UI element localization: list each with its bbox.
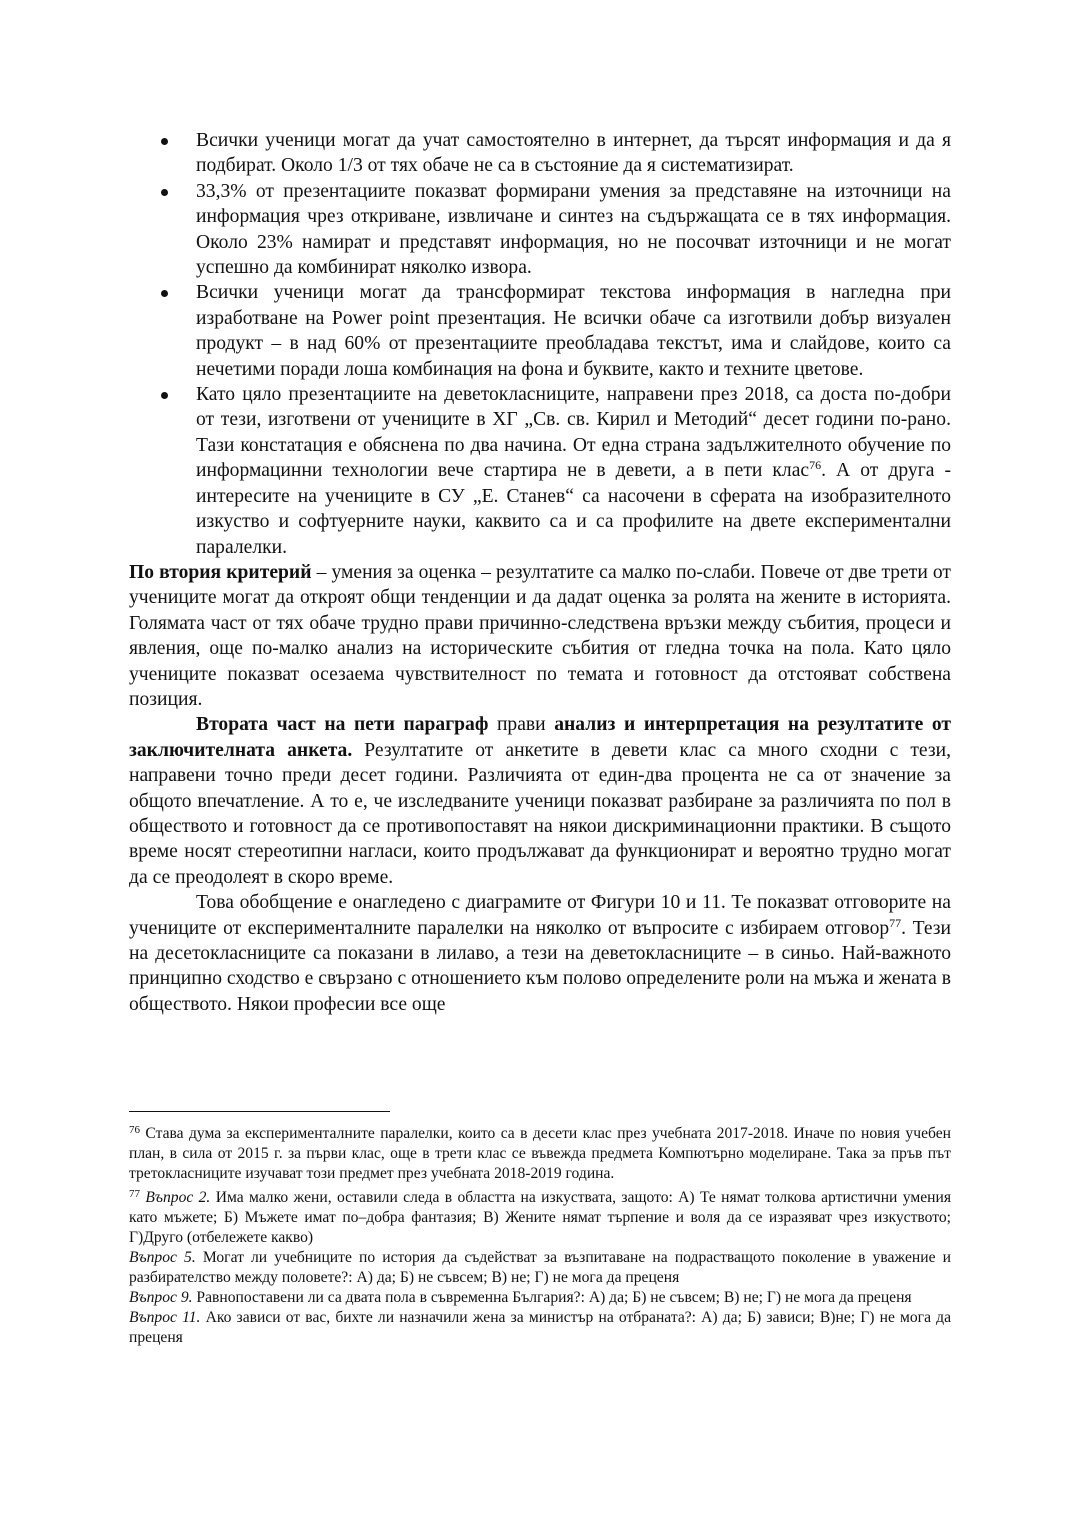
bullet-icon (161, 290, 168, 297)
footnote-text: Равнопоставени ли са двата пола в съвременна България?: А) да; Б) не съвсем; В) не; Г) не мога да преценя (192, 1289, 912, 1306)
bullet-icon (161, 138, 168, 145)
footnote-ref-76[interactable]: 76 (809, 458, 822, 473)
question-label: Въпрос 2. (145, 1189, 211, 1206)
paragraph-second-part (129, 712, 951, 890)
bullet-list (129, 128, 951, 560)
question-label: Въпрос 9. (129, 1289, 193, 1306)
bullet-icon (161, 392, 168, 399)
footnote-ref-77[interactable]: 77 (889, 915, 902, 930)
bullet-text: 33,3% от презентациите показват формирани умения за представяне на източници на информация чрез откриване, извличане и синтез на съдържащата се в тях информация. Около 23% намират и представят информация, но не посочват източници и не могат успешно да комбинират няколко извора. (196, 180, 951, 279)
question-label: Въпрос 11. (129, 1309, 201, 1326)
footnote-76 (129, 1124, 951, 1184)
paragraph-text-cont: . Тези на десетокласниците са показани в лилаво, а тези на деветокласниците – в синьо. Най-важното принципно сходство е свързано с отношението към полово определените роли на мъжа и жената в обществото. Някои професии все още (129, 917, 951, 1015)
paragraph-second-criterion (129, 560, 951, 712)
footnote-text: Има малко жени, оставили следа в областта на изкуствата, защото: А) Те нямат толкова артистични умения като мъжете; Б) Мъжете имат по–добра фантазия; В) Жените нямат търпение и воля да се изразяват чрез изкуството; Г)Друго (отбележете какво) (129, 1189, 951, 1246)
paragraph-summary (129, 890, 951, 1017)
paragraph-lead-bold: Втората част на пети параграф (196, 714, 489, 736)
footnote-question-9 (129, 1288, 951, 1308)
paragraph-text: прави (488, 714, 555, 736)
footnote-question-5 (129, 1248, 951, 1288)
footnote-77 (129, 1188, 951, 1248)
footnote-number: 76 (129, 1124, 140, 1136)
paragraph-text: Това обобщение е онагледено с диаграмите от Фигури 10 и 11. Те показват отговорите на учениците от експерименталните паралелки на няколко от въпросите с избираем отговор (129, 892, 951, 939)
paragraph-text: – умения за оценка – резултатите са малко по-слаби. Повече от две трети от учениците могат да откроят общи тенденции и да дадат оценка за ролята на жените в историята. Голямата част от тях обаче трудно прави причинно-следствена връзки между събития, процеси и явления, още по-малко анализ на историческите събития от гледна точка на пола. Като цяло учениците показват осезаема чувствителност по темата и готовност да отстояват собствена позиция. (129, 561, 951, 710)
document-body (129, 128, 951, 1017)
list-item (129, 128, 951, 179)
paragraph-lead-bold: По втория критерий (129, 561, 312, 583)
footnote-number: 77 (129, 1188, 140, 1200)
paragraph-text: Резултатите от анкетите в девети клас са много сходни с тези, направени точно преди десет години. Различията от един-два процента не са от значение за общото впечатление. А то е, че изследваните ученици показват разбиране за различията по пол в обществото и готовност да се противопоставят на някои дискриминационни практики. В същото време носят стереотипни нагласи, които продължават да функционират и вероятно трудно могат да се преодолеят в скоро време. (129, 739, 951, 888)
footnote-text: Става дума за експерименталните паралелки, които са в десети клас през учебната 2017-2018. Иначе по новия учебен план, в сила от 2015 г. за първи клас, още в трети клас се въвежда предмета Компютърно моделиране. Така за пръв път третокласниците изучават този предмет през учебната 2018-2019 година. (129, 1125, 951, 1182)
paragraph-bold-phrase: анализ и интерпретация на резултатите от заключителната анкета. (129, 714, 952, 761)
footnote-text: Могат ли учебниците по история да съдействат за възпитаване на подрастващото поколение в уважение и разбирателство между половете?: А) да; Б) не съвсем; В) не; Г) не мога да преценя (129, 1249, 952, 1286)
bullet-text-cont: . А от друга - интересите на учениците в СУ „Е. Станев“ са насочени в сферата на изобразителното изкуство и софтуерните науки, каквито са и са профилите на двете експериментални паралелки. (196, 460, 951, 558)
bullet-text: Всички ученици могат да трансформират текстова информация в нагледна при изработване на Power point презентация. Не всички обаче са изготвили добър визуален продукт – в над 60% от презентациите преобладава текстът, има и слайдове, които са нечетими поради лоша комбинация на фона и буквите, както и техните цветове. (196, 282, 951, 380)
footnote-question-11 (129, 1308, 951, 1348)
footnotes (129, 1124, 951, 1348)
bullet-text: Като цяло презентациите на деветокласниците, направени през 2018, са доста по-добри от тези, изготвени от учениците в ХГ „Св. св. Кирил и Методий“ десет години по-рано. Тази констатация е обяснена по два начина. От една страна задължителното обучение по информацинни технологии вече стартира не в девети, а в пети клас (196, 384, 951, 482)
bullet-text: Всички ученици могат да учат самостоятелно в интернет, да търсят информация и да я подбират. Около 1/3 от тях обаче не са в състояние да я систематизират. (196, 130, 951, 177)
question-label: Въпрос 5. (129, 1249, 196, 1266)
list-item (129, 382, 951, 560)
list-item (129, 179, 951, 281)
list-item (129, 280, 951, 382)
bullet-icon (161, 189, 168, 196)
footnote-divider (129, 1111, 390, 1112)
footnote-text: Ако зависи от вас, бихте ли назначили жена за министър на отбраната?: А) да; Б) зависи; В)не; Г) не мога да преценя (129, 1309, 951, 1346)
